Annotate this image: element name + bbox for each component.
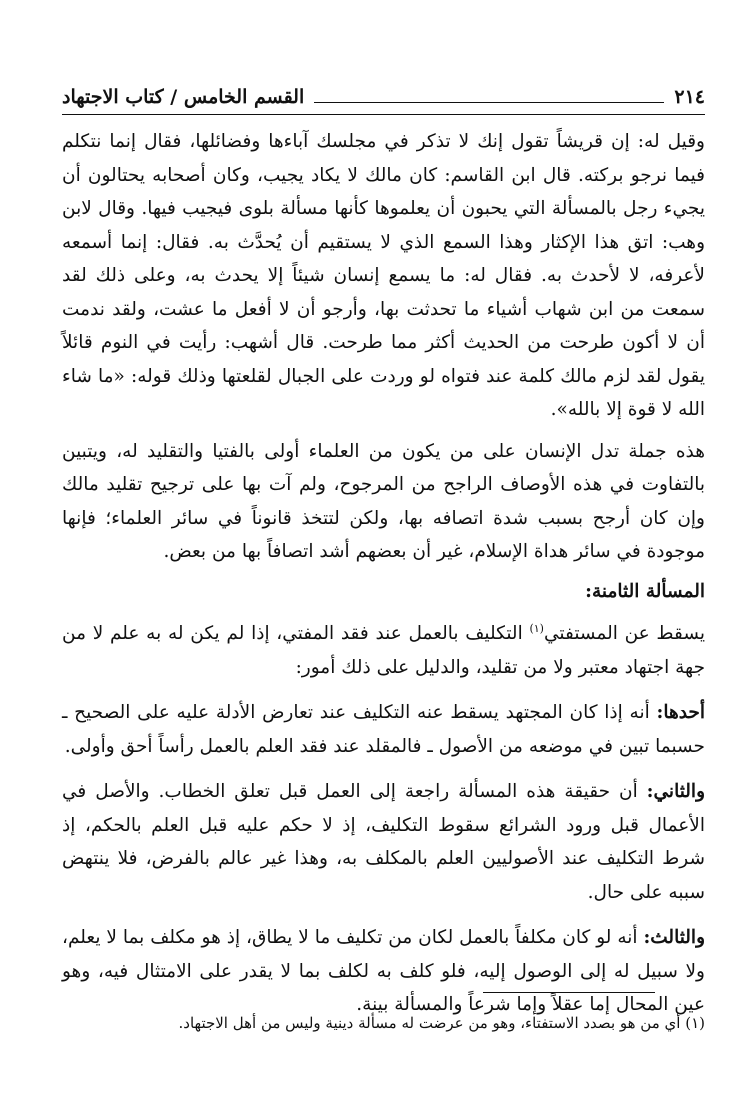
point-first-text: أنه إذا كان المجتهد يسقط عنه التكليف عند تعارض الأدلة عليه على الصحيح ـ حسبما تبين في موضعه من الأصول ـ فالمقلد عند فقد العلم بالعمل رأساً أحق وأولى. [62, 702, 705, 757]
footnote [62, 1012, 705, 1034]
running-header [62, 86, 705, 108]
point-third-lead: والثالث: [643, 927, 705, 949]
point-first [62, 696, 705, 763]
point-second [62, 775, 705, 909]
page-body [62, 86, 705, 1022]
footnote-separator [483, 992, 655, 993]
paragraph-malik-anecdotes: وقيل له: إن قريشاً تقول إنك لا تذكر في مجلسك آباءها وفضائلها، فقال إنما نتكلم فيما نرجو بركته. قال ابن القاسم: كان مالك لا يكاد يجيب، وكان أصحابه يحتالون أن يجيء رجل بالمسألة التي يحبون أن يعلموها كأنها مسألة بلوى فيجيب فيها. وقال لابن وهب: اتق هذا الإكثار وهذا السمع الذي لا يستقيم أن يُحدَّث به. فقال: إنما أسمعه لأعرفه، لا لأحدث به. فقال له: ما يسمع إنسان شيئاً إلا يحدث به، وعلى ذلك لقد سمعت من ابن شهاب أشياء ما تحدثت بها، وأرجو أن لا أفعل ما عشت، ولقد ندمت أن لا أكون طرحت من الحديث أكثر مما طرحت. قال أشهب: رأيت في النوم قائلاً يقول لقد لزم مالك كلمة عند فتواه لو وردت على الجبال لقلعتها وذلك قوله: «ما شاء الله لا قوة إلا بالله». [62, 131, 705, 420]
footnote-reference: (١) [529, 622, 544, 635]
paragraph-summary: هذه جملة تدل الإنسان على من يكون من العلماء أولى بالفتيا والتقليد له، ويتبين بالتفاوت في هذه الأوصاف الراجح من المرجوح، ولم آت بها على ترجيح تقليد مالك وإن كان أرجح بسبب شدة اتصافه بها، ولكن لتتخذ قانوناً في سائر العلماء؛ فإنها موجودة في سائر هداة الإسلام، غير أن بعضهم أشد اتصافاً بها من بعض. [62, 440, 705, 562]
paragraph-intro [62, 612, 705, 684]
header-underline [62, 114, 705, 115]
point-third [62, 921, 705, 1022]
point-third-text: أنه لو كان مكلفاً بالعمل لكان من تكليف ما لا يطاق، إذ هو مكلف بما لا يعلم، ولا سبيل له إلى الوصول إليه، فلو كلف به لكلف بما لا يقدر على الامتثال فيه، وهو عين المحال إما عقلاً وإما شرعاً والمسألة بينة. [62, 927, 705, 1016]
page-number: ٢١٤ [674, 86, 705, 108]
section-heading: المسألة الثامنة: [585, 580, 705, 602]
point-second-text: أن حقيقة هذه المسألة راجعة إلى العمل قبل تعلق الخطاب. والأصل في الأعمال قبل ورود الشرائع سقوط التكليف، إذ لا حكم عليه قبل العلم بالحكم، إذ شرط التكليف عند الأصوليين العلم بالمكلف به، وهذا غير عالم بالفرض، فلا ينتهض سببه على حال. [62, 781, 705, 903]
footnote-marker: (١) [685, 1014, 705, 1032]
intro-before-note: يسقط عن المستفتي [543, 623, 706, 645]
header-rule [314, 102, 664, 103]
running-title: القسم الخامس / كتاب الاجتهاد [62, 86, 305, 108]
point-second-lead: والثاني: [646, 781, 705, 803]
point-first-lead: أحدها: [656, 702, 705, 724]
footnote-text: أي من هو بصدد الاستفتاء، وهو من عرضت له مسألة دينية وليس من أهل الاجتهاد. [178, 1014, 681, 1032]
intro-after-note: التكليف بالعمل عند فقد المفتي، إذا لم يكن له به علم لا من جهة اجتهاد معتبر ولا من تقليد، والدليل على ذلك أمور: [62, 623, 705, 678]
